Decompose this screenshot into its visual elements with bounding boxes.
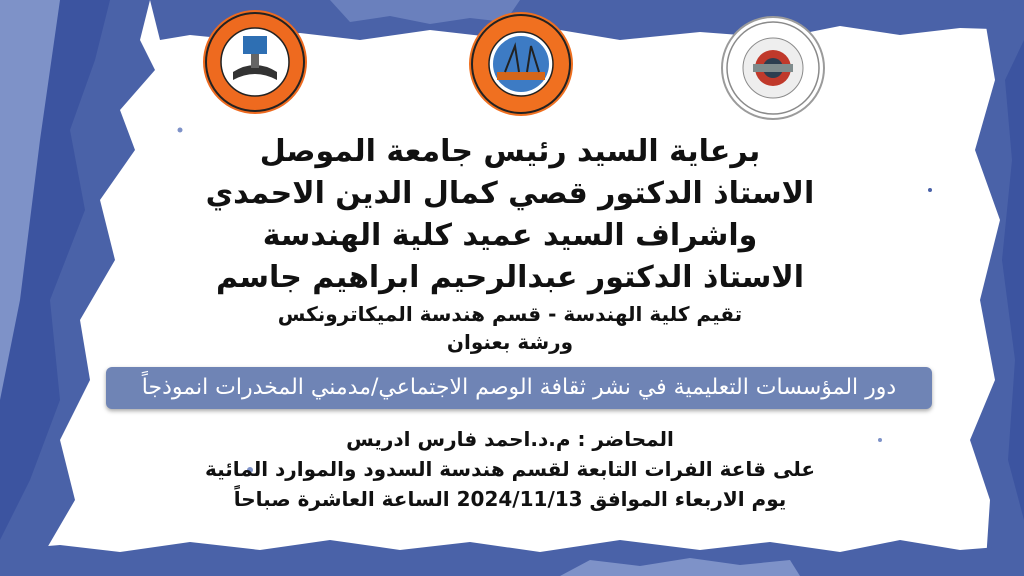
workshop-title-box	[106, 367, 932, 409]
lecturer-line: المحاضر : م.د.احمد فارس ادريس	[346, 427, 674, 451]
sponsorship-line-2: الاستاذ الدكتور قصي كمال الدين الاحمدي	[205, 176, 815, 211]
sponsorship-line-1: برعاية السيد رئيس جامعة الموصل	[259, 134, 761, 169]
date-time-line: يوم الاربعاء الموافق 2024/11/13 الساعة العاشرة صباحاً	[233, 487, 787, 511]
university-of-mosul-logo	[203, 10, 307, 114]
organizer-line-1: تقيم كلية الهندسة - قسم هندسة الميكاترونكس	[277, 302, 743, 326]
organizer-line-2: ورشة بعنوان	[446, 330, 574, 354]
sponsorship-line-3: واشراف السيد عميد كلية الهندسة	[262, 218, 758, 253]
mechatronics-department-logo	[721, 16, 825, 120]
workshop-title: دور المؤسسات التعليمية في نشر ثقافة الوصم الاجتماعي/مدمني المخدرات انموذجاً	[141, 375, 897, 400]
venue-line: على قاعة الفرات التابعة لقسم هندسة السدود والموارد المائية	[204, 457, 816, 481]
college-of-engineering-logo	[469, 12, 573, 116]
sponsorship-line-4: الاستاذ الدكتور عبدالرحيم ابراهيم جاسم	[215, 260, 805, 295]
